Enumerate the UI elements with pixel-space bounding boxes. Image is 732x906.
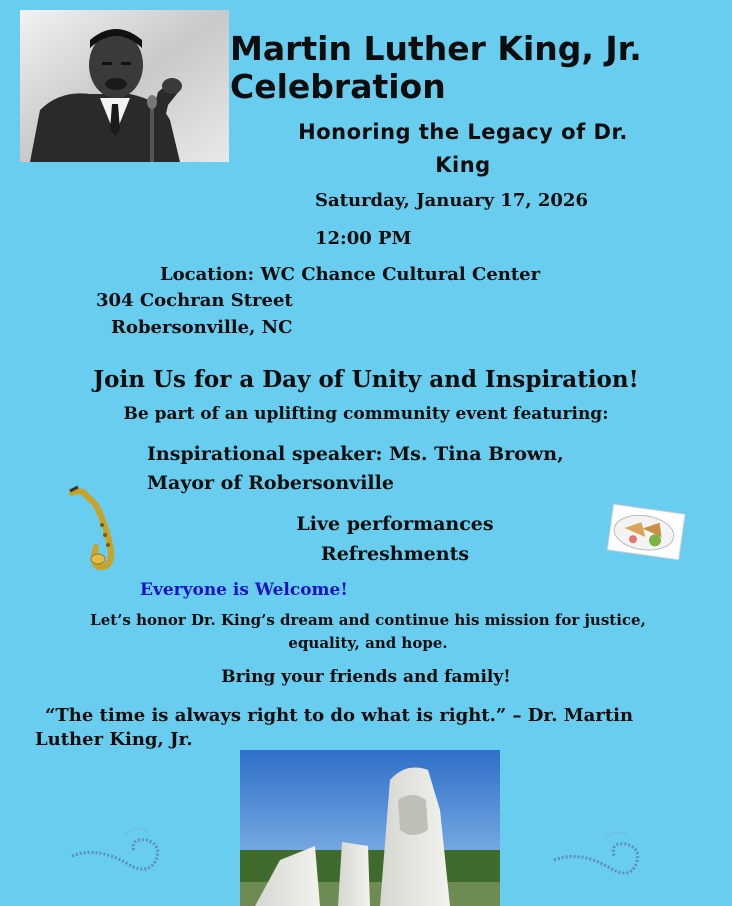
honor-line-1: Let’s honor Dr. King’s dream and continue his mission for justice,	[90, 611, 646, 629]
swirl-ornament-right	[550, 826, 642, 886]
memorial-photo	[240, 750, 500, 906]
event-location: Location: WC Chance Cultural Center	[160, 264, 541, 285]
event-date: Saturday, January 17, 2026	[315, 190, 588, 211]
event-subtitle	[240, 116, 686, 182]
title-line-1: Martin Luther King, Jr.	[230, 29, 642, 68]
bring-text: Bring your friends and family!	[221, 667, 511, 687]
subtitle-line-2: King	[435, 153, 491, 177]
refreshments-item: Refreshments	[320, 543, 470, 565]
intro-text: Be part of an uplifting community event featuring:	[123, 404, 609, 424]
event-title	[230, 30, 700, 106]
honor-text	[40, 609, 696, 655]
title-line-2: Celebration	[230, 67, 446, 106]
address-city: Robersonville, NC	[111, 317, 293, 338]
swirl-ornament-left	[68, 822, 163, 882]
performances-item: Live performances	[296, 513, 494, 535]
quote-line-1: “The time is always right to do what is right.” – Dr. Martin	[45, 705, 634, 726]
speaker-line-1: Inspirational speaker: Ms. Tina Brown,	[147, 443, 564, 465]
saxophone-icon	[66, 485, 126, 570]
honor-line-2: equality, and hope.	[288, 634, 448, 652]
event-time: 12:00 PM	[315, 228, 412, 249]
portrait-photo	[20, 10, 229, 162]
speaker-info	[147, 440, 564, 498]
address-street: 304 Cochran Street	[96, 290, 293, 311]
subtitle-line-1: Honoring the Legacy of Dr.	[298, 120, 628, 144]
food-plate-icon	[606, 503, 686, 563]
speaker-line-2: Mayor of Robersonville	[147, 472, 394, 494]
quote	[35, 704, 700, 752]
welcome-text: Everyone is Welcome!	[140, 580, 348, 600]
headline: Join Us for a Day of Unity and Inspiration!	[93, 366, 639, 393]
quote-line-2: Luther King, Jr.	[35, 729, 193, 750]
